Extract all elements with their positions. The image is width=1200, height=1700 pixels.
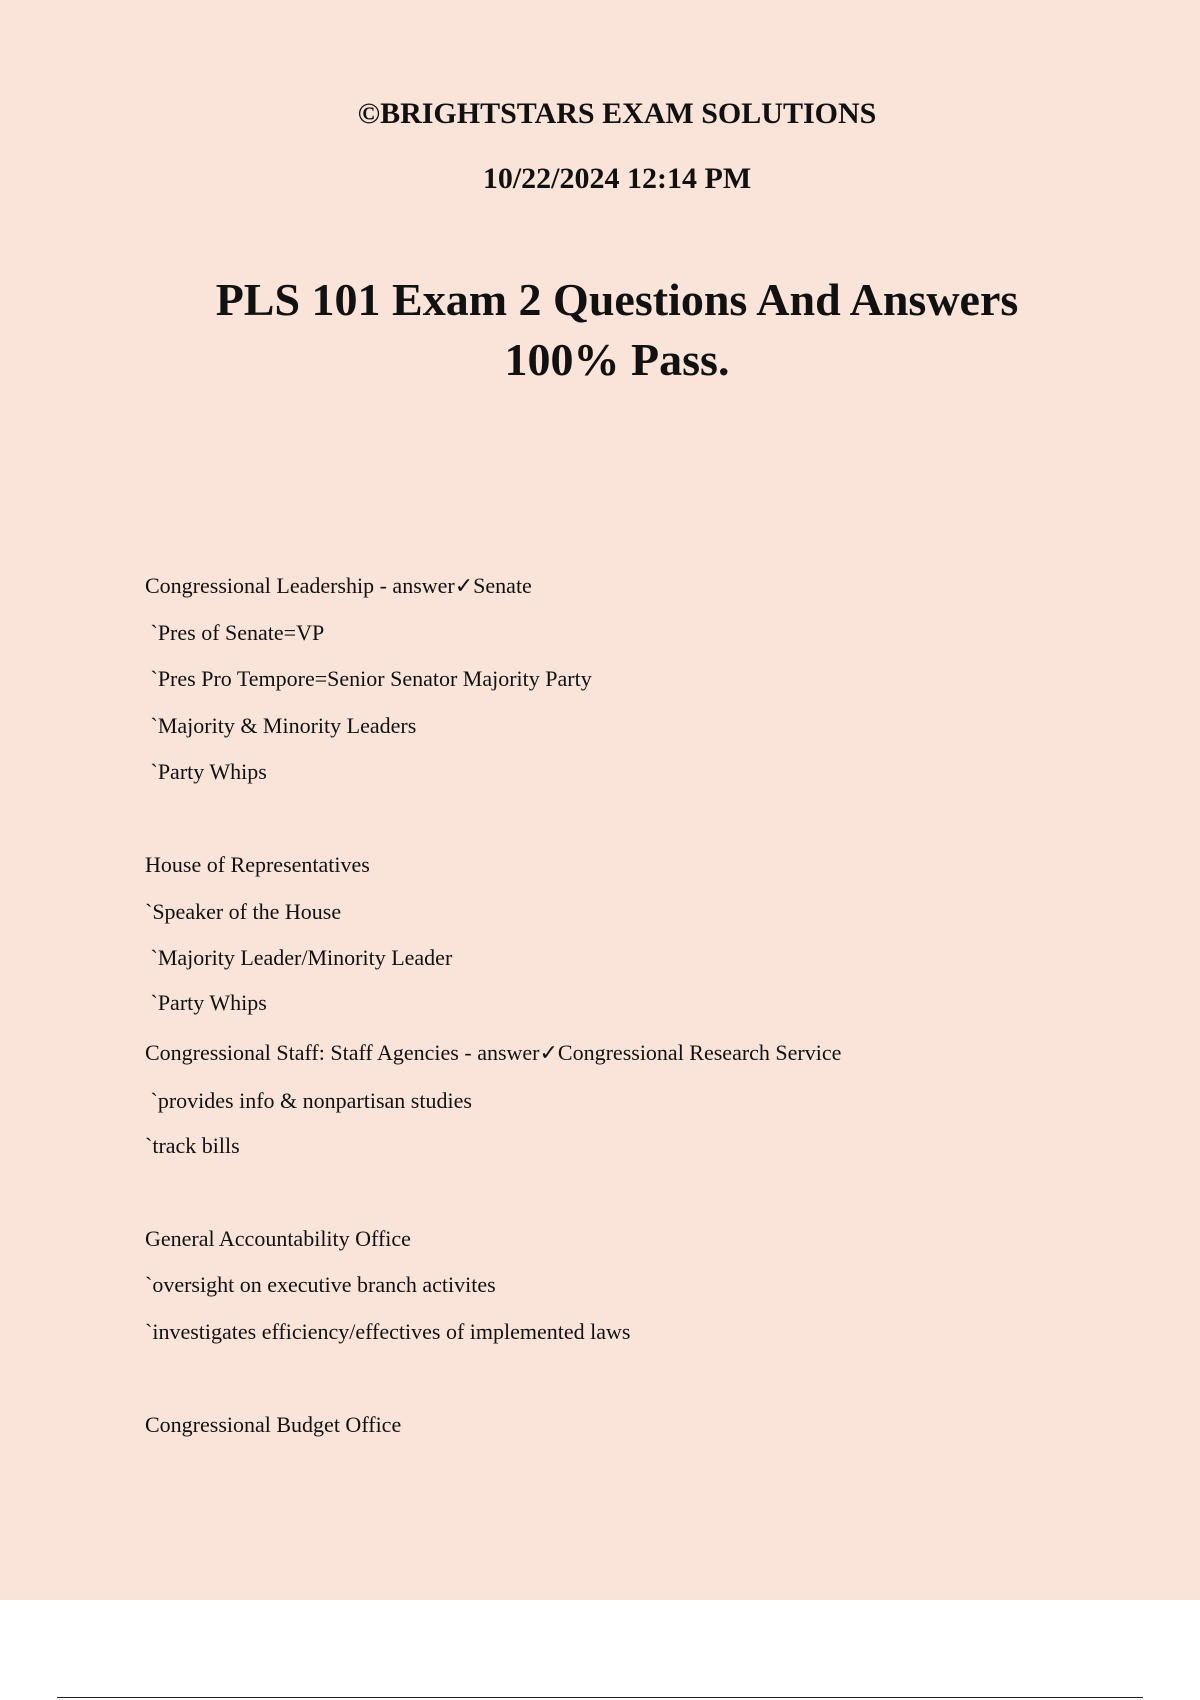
document-title-line-2: 100% Pass. (504, 334, 730, 385)
content-line: House of Representatives (145, 852, 370, 877)
content-line: `investigates efficiency/effectives of implemented laws (145, 1319, 631, 1344)
content-line: `Party Whips (145, 759, 267, 784)
document-title (0, 270, 1200, 390)
content-line: `oversight on executive branch activites (145, 1272, 496, 1297)
content-line: `track bills (145, 1133, 240, 1158)
content-line: Congressional Staff: Staff Agencies - answer✓Congressional Research Service (145, 1040, 842, 1065)
content-line: `provides info & nonpartisan studies (145, 1088, 472, 1113)
document-title-line-1: PLS 101 Exam 2 Questions And Answers (215, 274, 1019, 325)
content-line: Congressional Leadership - answer✓Senate (145, 573, 532, 598)
document-header-brand: ©BRIGHTSTARS EXAM SOLUTIONS (357, 97, 877, 130)
content-line: `Speaker of the House (145, 899, 342, 924)
content-line: `Majority & Minority Leaders (145, 713, 417, 738)
content-line: `Pres Pro Tempore=Senior Senator Majority Party (145, 666, 592, 691)
content-line: `Pres of Senate=VP (145, 620, 325, 645)
content-line: Congressional Budget Office (145, 1412, 402, 1437)
document-header-datetime: 10/22/2024 12:14 PM (482, 162, 752, 195)
content-line: `Majority Leader/Minority Leader (145, 945, 453, 970)
content-line: General Accountability Office (145, 1226, 411, 1251)
content-line: `Party Whips (145, 990, 267, 1015)
footer-divider (57, 1697, 1143, 1698)
